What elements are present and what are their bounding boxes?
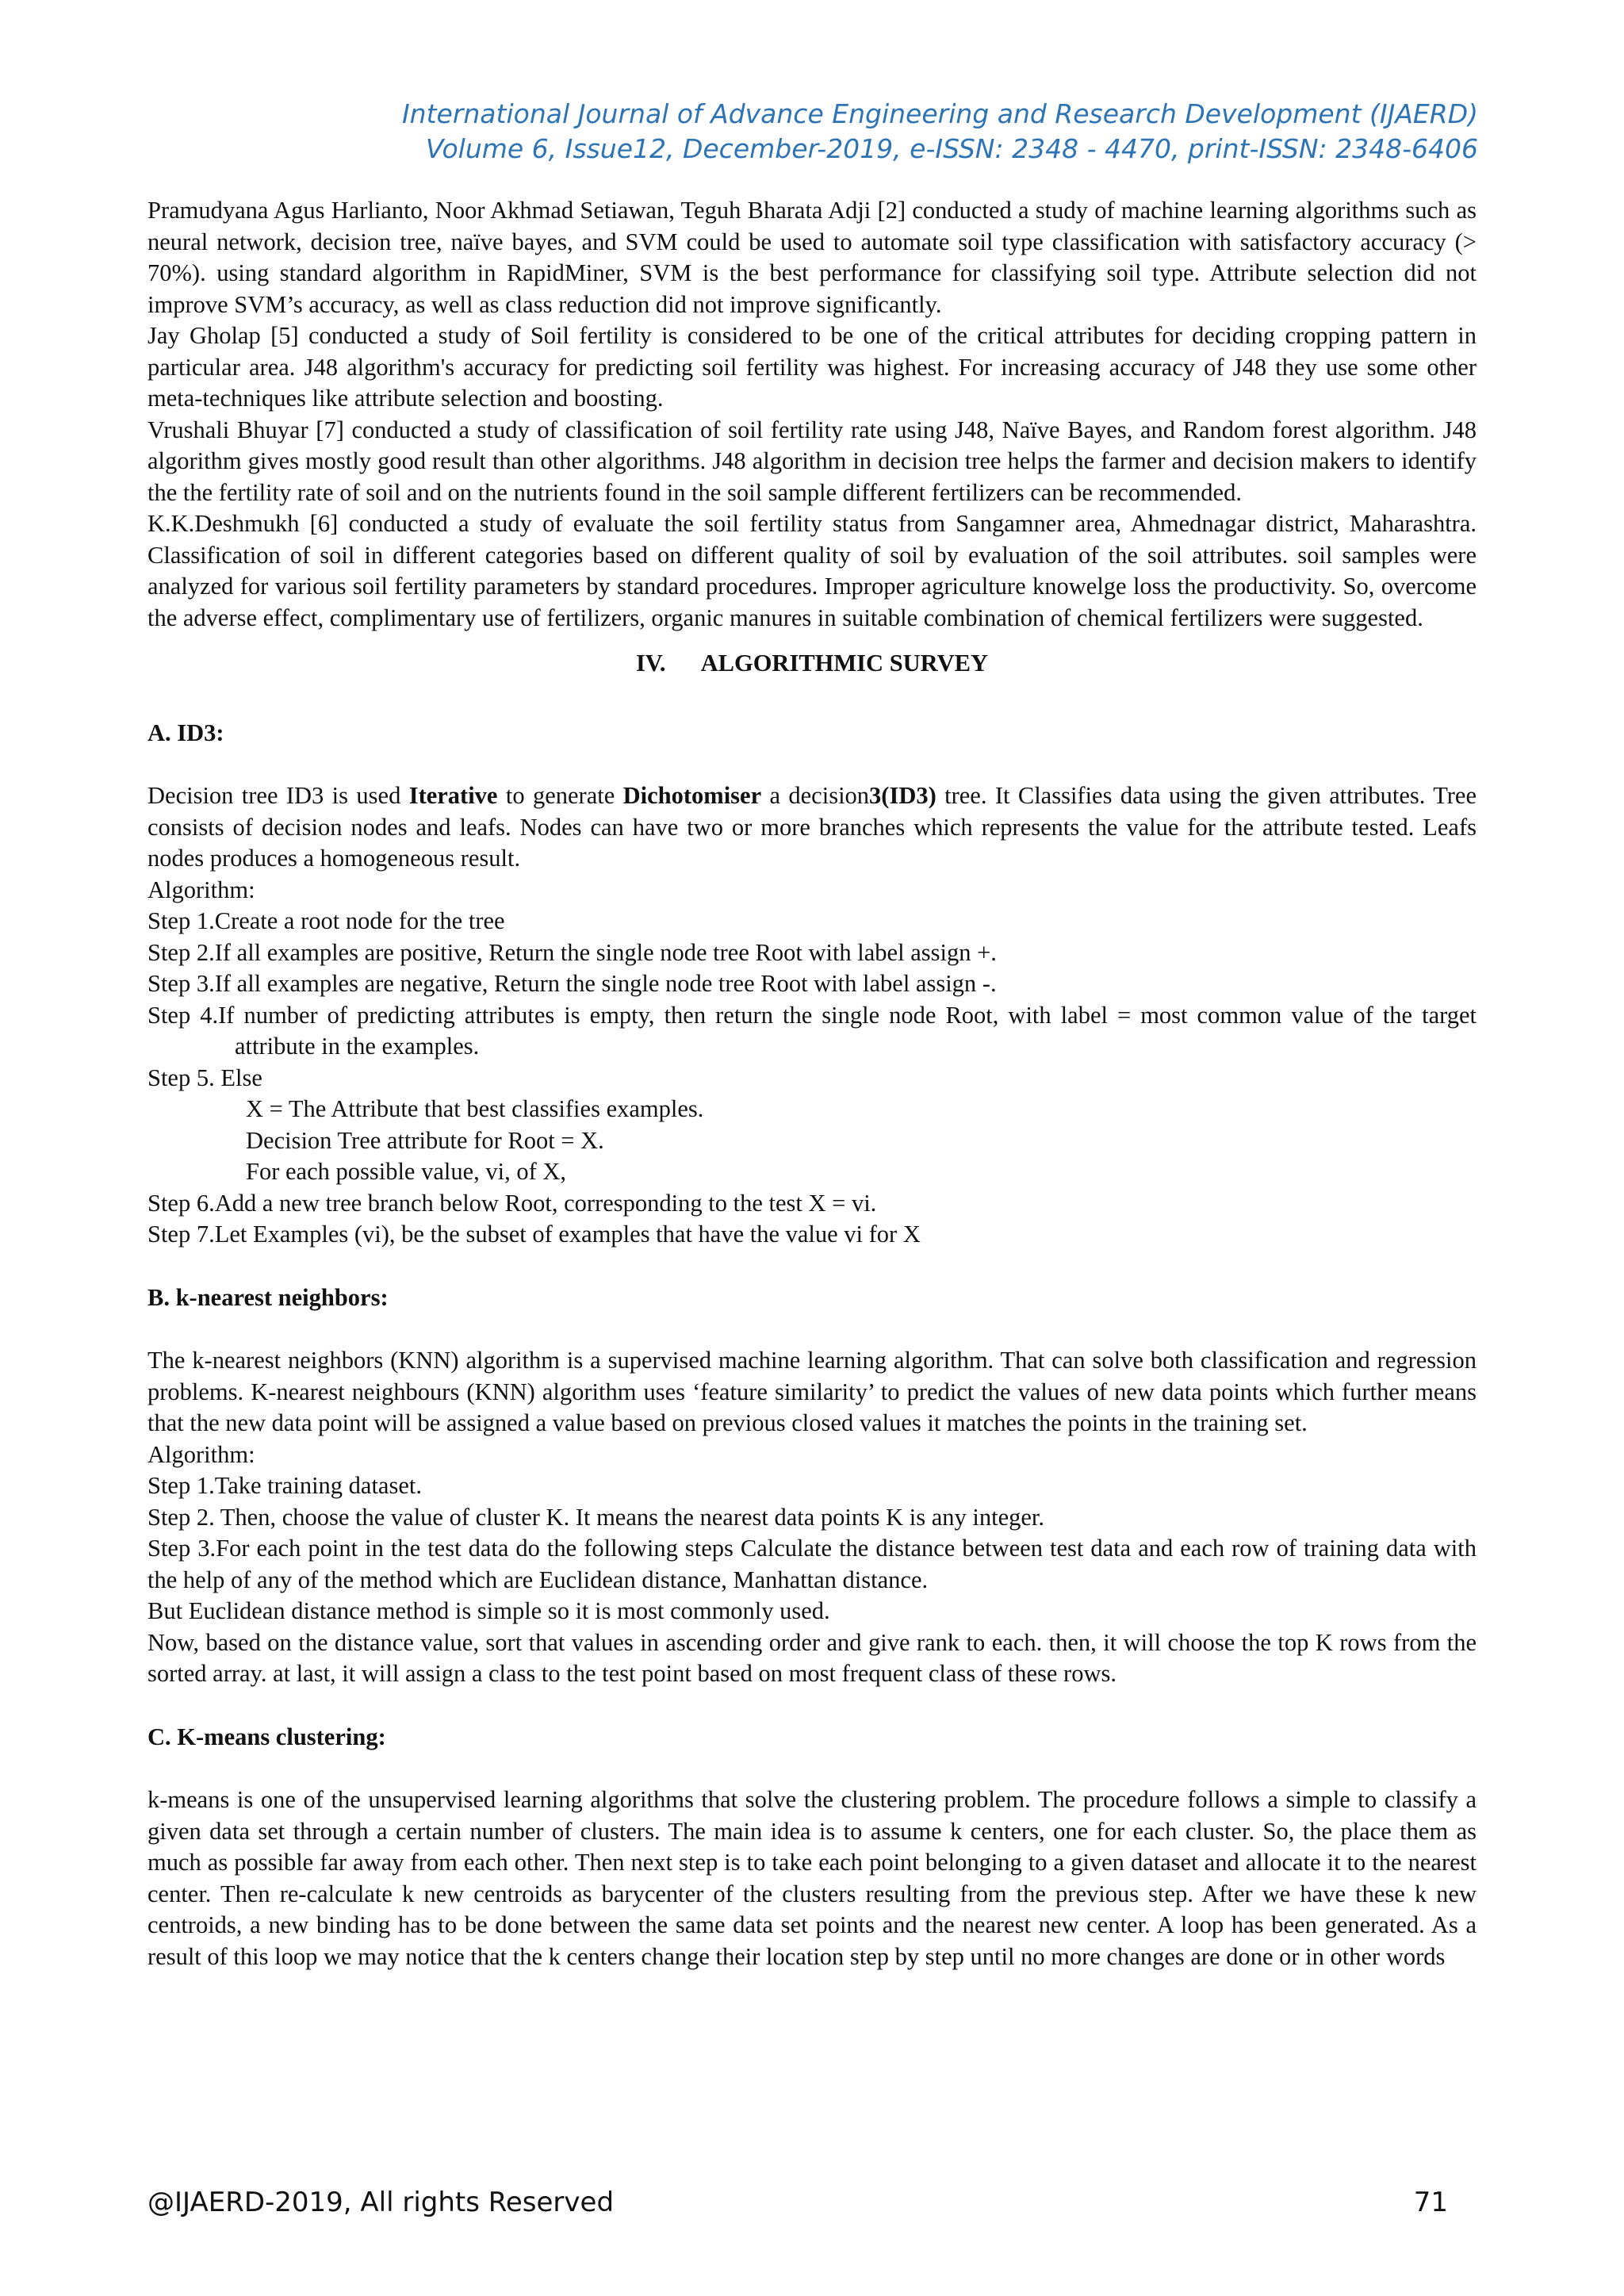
id3-desc-bold: Iterative	[408, 782, 498, 809]
intro-paragraph: Pramudyana Agus Harlianto, Noor Akhmad Setiawan, Teguh Bharata Adji [2] conducted a study of machine learning algorithms such as neural network, decision tree, naïve bayes, and SVM could be used to automate soil type classification with satisfactory accuracy (> 70%). using standard algorithm in RapidMiner, SVM is the best performance for classifying soil type. Attribute selection did not improve SVM’s accuracy, as well as class reduction did not improve significantly.	[147, 197, 1477, 318]
id3-step: Step 5. Else	[147, 1064, 262, 1091]
knn-description: The k-nearest neighbors (KNN) algorithm is a supervised machine learning algorithm. That can solve both classification and regression problems. K-nearest neighbours (KNN) algorithm uses ‘feature similarity’ to predict the values of new data points which further means that the new data point will be assigned a value based on previous closed values it matches the points in the training set.	[147, 1347, 1477, 1436]
knn-step: Step 3.For each point in the test data do the following steps Calculate the distance between test data and each row of training data with the help of any of the method which are Euclidean distance, Manhattan distance.	[147, 1535, 1477, 1593]
intro-paragraph: Vrushali Bhuyar [7] conducted a study of classification of soil fertility rate using J48, Naïve Bayes, and Random forest algorithm. J48 algorithm gives mostly good result than other algorithms. J48 algorithm in decision tree helps the farmer and decision makers to identify the the fertility rate of soil and on the nutrients found in the soil sample different fertilizers can be recommended.	[147, 416, 1477, 506]
knn-note: Now, based on the distance value, sort that values in ascending order and give rank to each. then, it will choose the top K rows from the sorted array. at last, it will assign a class to the test point based on most frequent class of these rows.	[147, 1628, 1477, 1687]
knn-step: Step 2. Then, choose the value of cluster K. It means the nearest data points K is any integer.	[147, 1503, 1045, 1531]
id3-step: Step 3.If all examples are negative, Return the single node tree Root with label assign -.	[147, 970, 997, 997]
id3-desc-bold: Dichotomiser	[622, 782, 762, 809]
id3-desc-bold: 3(ID3)	[869, 782, 936, 809]
id3-heading: A. ID3:	[147, 719, 224, 746]
knn-note: But Euclidean distance method is simple so it is most commonly used.	[147, 1597, 830, 1624]
id3-substep: X = The Attribute that best classifies examples.	[246, 1095, 704, 1122]
copyright-text: @IJAERD-2019, All rights Reserved	[147, 2187, 615, 2218]
intro-paragraph: Jay Gholap [5] conducted a study of Soil fertility is considered to be one of the critical attributes for deciding cropping pattern in particular area. J48 algorithm's accuracy for predicting soil fertility was highest. For increasing accuracy of J48 they use some other meta-techniques like attribute selection and boosting.	[147, 322, 1477, 412]
id3-step: Step 1.Create a root node for the tree	[147, 907, 505, 934]
section-number: IV.	[635, 650, 666, 677]
journal-title: International Journal of Advance Engineering and Research Development (IJAERD)	[401, 98, 1478, 129]
id3-desc-text: to generate	[497, 782, 623, 809]
section-heading	[147, 648, 1477, 680]
id3-desc-text: Decision tree ID3 is used	[147, 782, 409, 809]
id3-substep: For each possible value, vi, of X,	[246, 1158, 567, 1185]
id3-step: Step 2.If all examples are positive, Return the single node tree Root with label assign +.	[147, 938, 997, 966]
page-footer	[147, 2187, 1448, 2218]
page-content	[147, 195, 1477, 1972]
id3-step: Step 6.Add a new tree branch below Root, corresponding to the test X = vi.	[147, 1189, 877, 1217]
id3-step: Step 4.If number of predicting attributes is empty, then return the single node Root, with label = most common value of the target attribute in the examples.	[147, 1001, 1477, 1060]
id3-desc-text: a decision	[761, 782, 870, 809]
knn-heading: B. k-nearest neighbors:	[147, 1283, 389, 1311]
journal-issue-info: Volume 6, Issue12, December-2019, e-ISSN: 2348 - 4470, print-ISSN: 2348-6406	[425, 133, 1478, 164]
id3-step: Step 7.Let Examples (vi), be the subset of examples that have the value vi for X	[147, 1221, 921, 1248]
id3-description	[147, 780, 1477, 875]
kmeans-description: k-means is one of the unsupervised learning algorithms that solve the clustering problem. The procedure follows a simple to classify a given data set through a certain number of clusters. The main idea is to assume k centers, one for each cluster. So, the place them as much as possible far away from each other. Then next step is to take each point belonging to a given dataset and allocate it to the nearest center. Then re-calculate k new centroids as barycenter of the clusters resulting from the previous step. After we have these k new centroids, a new binding has to be done between the same data set points and the nearest new center. A loop has been generated. As a result of this loop we may notice that the k centers change their location step by step until no more changes are done or in other words	[147, 1786, 1477, 1970]
id3-desc-text: tree. It Classifies data using the given attributes. Tree consists of decision nodes and leafs. Nodes can have two or more branches which represents the value for the attribute tested. Leafs nodes produces a homogeneous result.	[147, 782, 1477, 872]
id3-algorithm-label: Algorithm:	[147, 876, 255, 903]
kmeans-heading: C. K-means clustering:	[147, 1723, 386, 1750]
knn-algorithm-label: Algorithm:	[147, 1440, 255, 1468]
intro-paragraph: K.K.Deshmukh [6] conducted a study of evaluate the soil fertility status from Sangamner area, Ahmednagar district, Maharashtra. Classification of soil in different categories based on different quality of soil by evaluation of the soil attributes. soil samples were analyzed for various soil fertility parameters by standard procedures. Improper agriculture knowelge loss the productivity. So, overcome the adverse effect, complimentary use of fertilizers, organic manures in suitable combination of chemical fertilizers were suggested.	[147, 510, 1477, 631]
id3-substep: Decision Tree attribute for Root = X.	[246, 1126, 604, 1154]
page-number: 71	[1413, 2187, 1448, 2218]
section-title: ALGORITHMIC SURVEY	[700, 650, 989, 677]
knn-step: Step 1.Take training dataset.	[147, 1472, 422, 1499]
journal-header	[402, 97, 1478, 167]
